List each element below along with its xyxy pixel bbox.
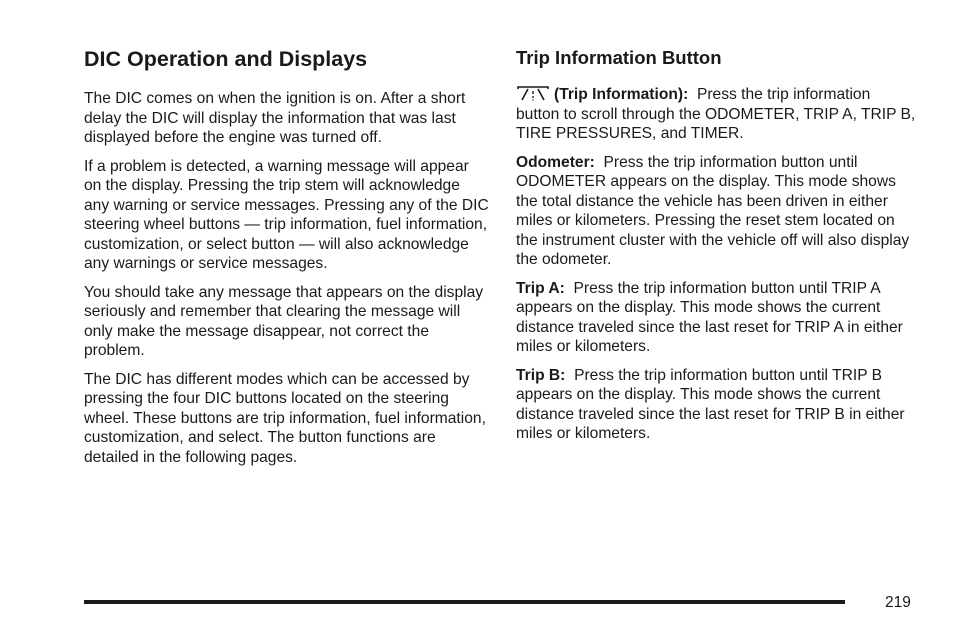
trip-b-text: Press the trip information button until TRIP B appears on the display. This mode shows the current distance traveled since the last reset for TRIP B in either miles or kilometers. bbox=[516, 366, 905, 442]
trip-information-intro bbox=[516, 85, 916, 144]
paragraph: You should take any message that appears on the display seriously and remember that clearing the message will only make the message disappear, not correct the problem. bbox=[84, 283, 484, 359]
trip-a-text: Press the trip information button until TRIP A appears on the display. This mode shows the current distance traveled since the last reset for TRIP A in either miles or kilometers. bbox=[516, 279, 903, 355]
right-column bbox=[516, 46, 916, 453]
intro-lead: (Trip Information): bbox=[554, 86, 689, 103]
trip-b-paragraph bbox=[516, 366, 916, 444]
page-number: 219 bbox=[885, 594, 911, 611]
trip-a-lead: Trip A: bbox=[516, 279, 565, 297]
trip-b-lead: Trip B: bbox=[516, 366, 566, 384]
left-column bbox=[84, 46, 489, 476]
trip-a-paragraph bbox=[516, 279, 916, 357]
paragraph: The DIC has different modes which can be accessed by pressing the four DIC buttons located on the steering wheel. These buttons are trip information, fuel information, customization, and select. The button functions are detailed in the following pages. bbox=[84, 370, 486, 466]
paragraph: The DIC comes on when the ignition is on. After a short delay the DIC will display the information that was last displayed before the engine was turned off. bbox=[84, 90, 466, 146]
trip-information-icon bbox=[516, 85, 550, 101]
odometer-lead: Odometer: bbox=[516, 153, 595, 171]
subsection-heading: Trip Information Button bbox=[516, 47, 722, 68]
odometer-paragraph bbox=[516, 153, 916, 270]
paragraph: If a problem is detected, a warning message will appear on the display. Pressing the trip stem will acknowledge any warning or service messages. Pressing any of the DIC steering wheel buttons — trip information, fuel information, customization, or select button — will also acknowledge any warnings or service messages. bbox=[84, 157, 489, 272]
footer-rule bbox=[84, 600, 845, 604]
intro-text: Press the trip information button to scroll through the ODOMETER, TRIP A, TRIP B, TIRE PRESSURES, and TIMER. bbox=[516, 86, 916, 142]
section-heading: DIC Operation and Displays bbox=[84, 47, 368, 71]
odometer-text: Press the trip information button until ODOMETER appears on the display. This mode shows the total distance the vehicle has been driven in either miles or kilometers. Pressing the reset stem located on the instrument cluster with the vehicle off will also display the odometer. bbox=[516, 153, 910, 268]
